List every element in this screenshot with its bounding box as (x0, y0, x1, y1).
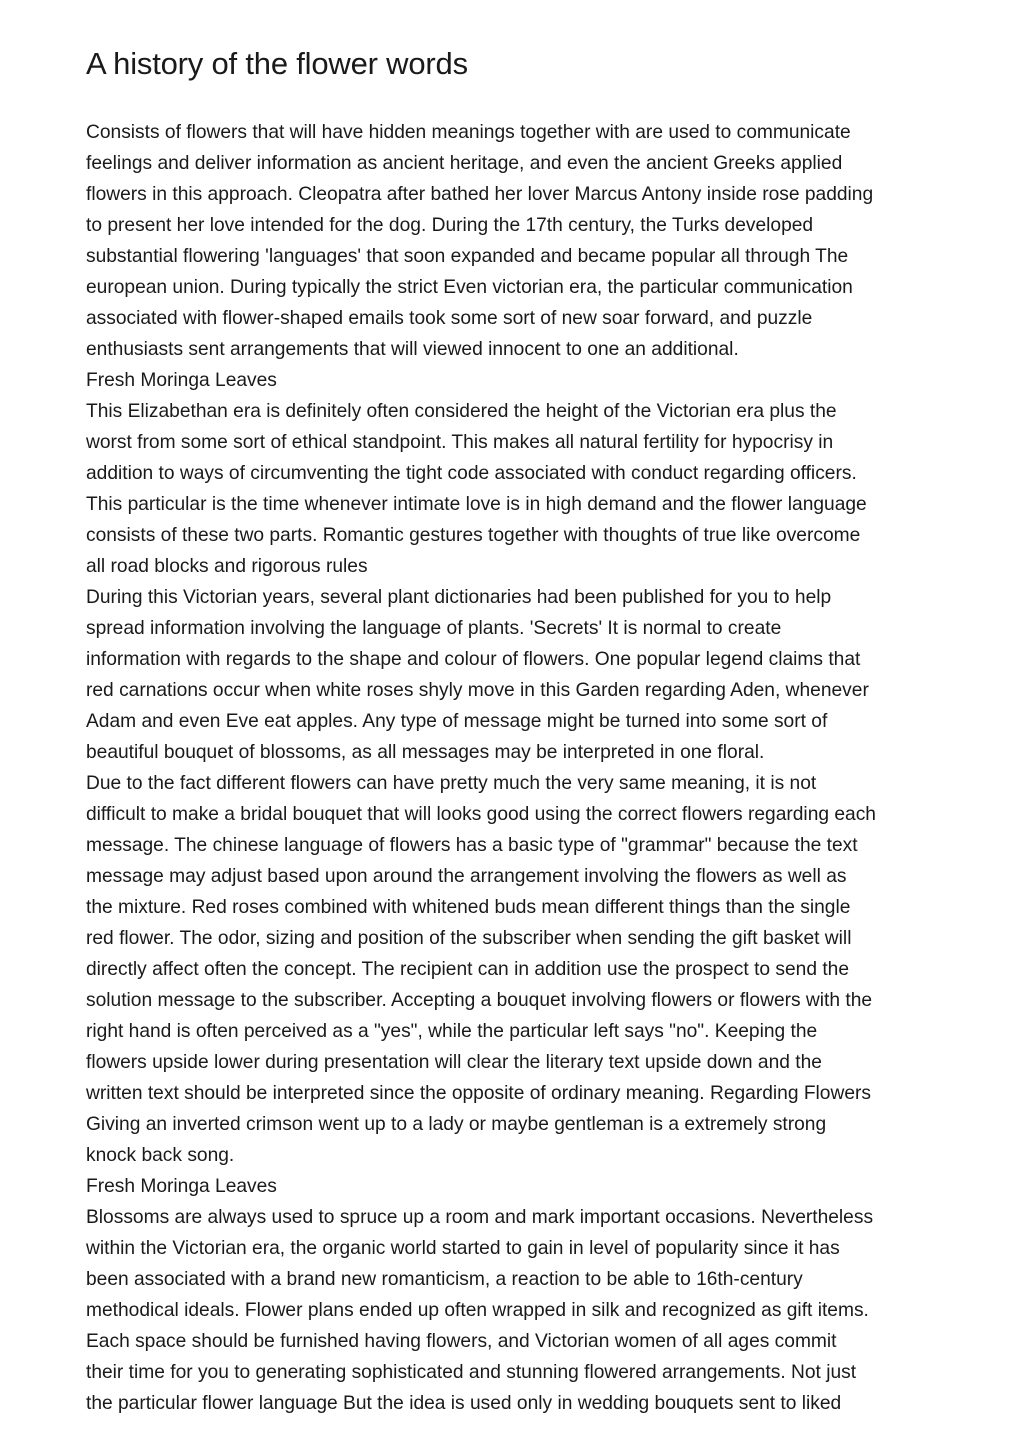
text-line: solution message to the subscriber. Accepting a bouquet involving flowers or flowers with the (86, 990, 873, 1011)
text-line: Each space should be furnished having flowers, and Victorian women of all ages commit (86, 1331, 837, 1352)
text-line: european union. During typically the strict Even victorian era, the particular communication (86, 277, 853, 298)
document-page (86, 44, 946, 1419)
text-line: flowers in this approach. Cleopatra after bathed her lover Marcus Antony inside rose padding (86, 184, 874, 205)
text-line: message. The chinese language of flowers has a basic type of "grammar" because the text (86, 835, 858, 856)
text-line: Blossoms are always used to spruce up a room and mark important occasions. Nevertheless (86, 1207, 874, 1228)
text-line: Giving an inverted crimson went up to a lady or maybe gentleman is a extremely strong (86, 1114, 827, 1135)
text-line: knock back song. (86, 1145, 235, 1166)
text-line: feelings and deliver information as ancient heritage, and even the ancient Greeks applied (86, 153, 843, 174)
text-line: associated with flower-shaped emails took some sort of new soar forward, and puzzle (86, 308, 813, 329)
text-line: information with regards to the shape and colour of flowers. One popular legend claims that (86, 649, 861, 670)
text-line: spread information involving the language of plants. 'Secrets' It is normal to create (86, 618, 782, 639)
section-heading: Fresh Moringa Leaves (86, 1176, 277, 1197)
text-line: their time for you to generating sophisticated and stunning flowered arrangements. Not just (86, 1362, 857, 1383)
text-line: red carnations occur when white roses shyly move in this Garden regarding Aden, whenever (86, 680, 869, 701)
text-line: right hand is often perceived as a "yes", while the particular left says "no". Keeping the (86, 1021, 818, 1042)
text-line: methodical ideals. Flower plans ended up often wrapped in silk and recognized as gift items. (86, 1300, 869, 1321)
text-line: written text should be interpreted since the opposite of ordinary meaning. Regarding Flowers (86, 1083, 871, 1104)
text-line: Due to the fact different flowers can have pretty much the very same meaning, it is not (86, 773, 817, 794)
text-line: been associated with a brand new romanticism, a reaction to be able to 16th-century (86, 1269, 803, 1290)
text-line: worst from some sort of ethical standpoint. This makes all natural fertility for hypocrisy in (86, 432, 834, 453)
text-line: directly affect often the concept. The recipient can in addition use the prospect to send the (86, 959, 850, 980)
text-line: enthusiasts sent arrangements that will viewed innocent to one an additional. (86, 339, 739, 360)
text-line: During this Victorian years, several plant dictionaries had been published for you to help (86, 587, 832, 608)
text-line: flowers upside lower during presentation will clear the literary text upside down and the (86, 1052, 822, 1073)
text-line: consists of these two parts. Romantic gestures together with thoughts of true like overcome (86, 525, 861, 546)
text-line: beautiful bouquet of blossoms, as all messages may be interpreted in one floral. (86, 742, 765, 763)
text-line: difficult to make a bridal bouquet that will looks good using the correct flowers regarding each (86, 804, 876, 825)
document-body (86, 117, 946, 1419)
text-line: all road blocks and rigorous rules (86, 556, 368, 577)
text-line: red flower. The odor, sizing and position of the subscriber when sending the gift basket will (86, 928, 852, 949)
text-line: to present her love intended for the dog. During the 17th century, the Turks developed (86, 215, 814, 236)
text-line: Consists of flowers that will have hidden meanings together with are used to communicate (86, 122, 851, 143)
document-title: A history of the flower words (86, 46, 468, 81)
text-line: addition to ways of circumventing the tight code associated with conduct regarding officers. (86, 463, 857, 484)
text-line: within the Victorian era, the organic world started to gain in level of popularity since it has (86, 1238, 840, 1259)
text-line: This Elizabethan era is definitely often considered the height of the Victorian era plus the (86, 401, 837, 422)
text-line: the mixture. Red roses combined with whitened buds mean different things than the single (86, 897, 851, 918)
section-heading: Fresh Moringa Leaves (86, 370, 277, 391)
text-line: message may adjust based upon around the arrangement involving the flowers as well as (86, 866, 847, 887)
text-line: the particular flower language But the idea is used only in wedding bouquets sent to liked (86, 1393, 842, 1414)
text-line: This particular is the time whenever intimate love is in high demand and the flower language (86, 494, 867, 515)
text-line: Adam and even Eve eat apples. Any type of message might be turned into some sort of (86, 711, 828, 732)
text-line: substantial flowering 'languages' that soon expanded and became popular all through The (86, 246, 849, 267)
